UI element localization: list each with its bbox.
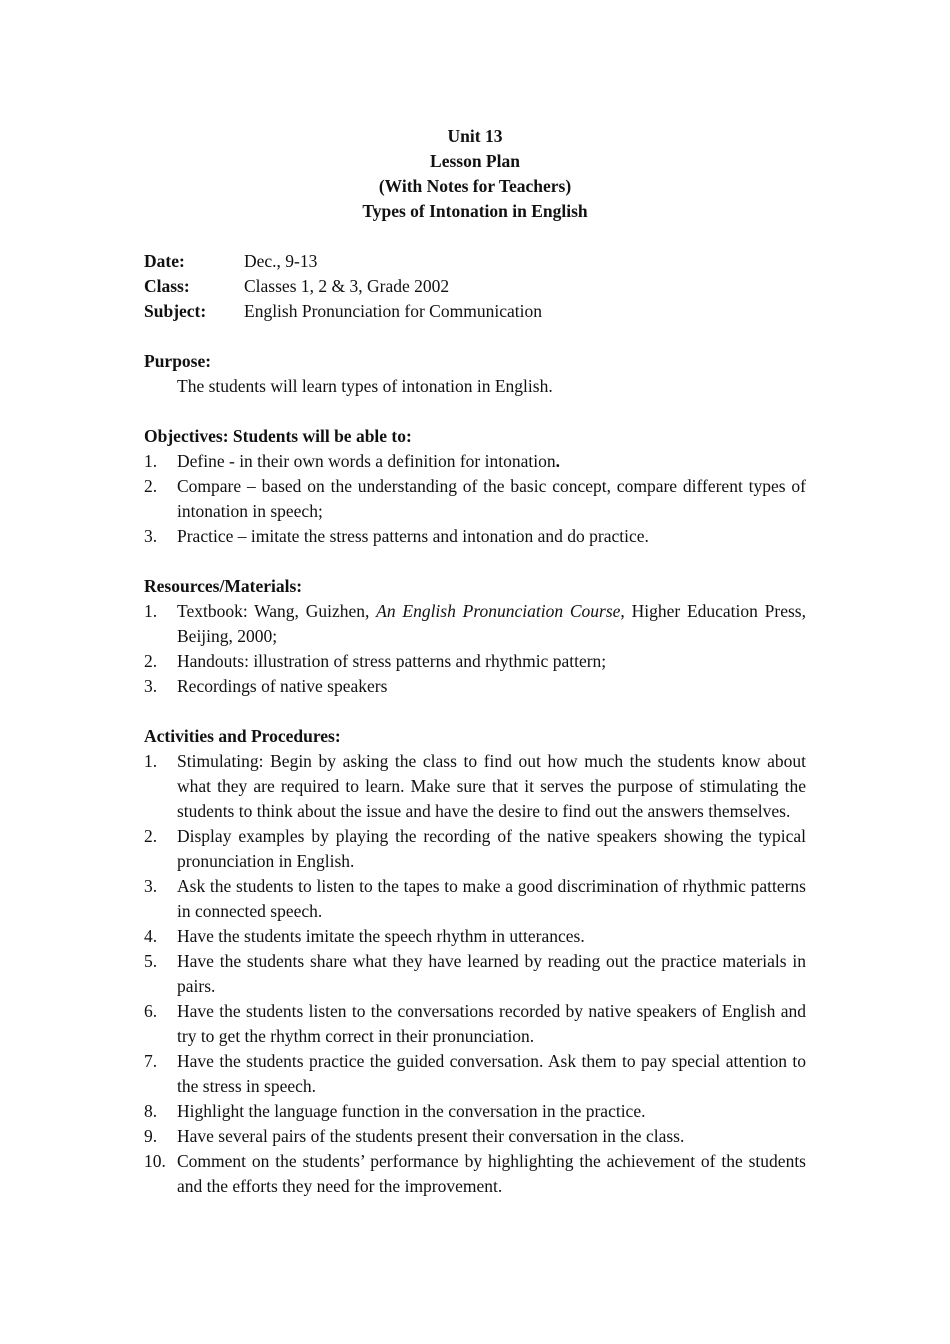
list-item [144,1124,806,1149]
item-text: Have several pairs of the students present their conversation in the class. [177,1126,685,1146]
list-item [144,449,806,474]
title-block [144,124,806,224]
objectives-section [144,424,806,549]
list-item [144,874,806,924]
item-text: Have the students share what they have learned by reading out the practice materials in pairs. [177,951,806,996]
meta-label: Date: [144,251,185,271]
resources-list [144,599,806,699]
item-number: 4. [144,926,158,946]
spacer [144,324,806,349]
list-item [144,999,806,1049]
item-number: 1. [144,601,158,621]
spacer [144,699,806,724]
item-number: 1. [144,451,158,471]
meta-row-date [144,249,806,274]
item-text: Stimulating: Begin by asking the class to find out how much the students know about what they are required to learn. Make sure that it serves the purpose of stimulating the students to think about the issue and have the desire to find out the answers themselves. [177,751,806,821]
resources-section [144,574,806,699]
item-number: 10. [144,1151,166,1171]
item-trailing-bold: . [555,451,560,471]
spacer [144,399,806,424]
meta-block [144,249,806,324]
item-number: 6. [144,1001,158,1021]
activities-list [144,749,806,1199]
list-item [144,649,806,674]
list-item [144,749,806,824]
subtitle: (With Notes for Teachers) [378,176,572,196]
item-text: Have the students practice the guided conversation. Ask them to pay special attention to the stress in speech. [177,1051,806,1096]
activities-section [144,724,806,1199]
list-item [144,1099,806,1124]
item-text: Highlight the language function in the conversation in the practice. [177,1101,646,1121]
item-text: Handouts: illustration of stress patterns and rhythmic pattern; [177,651,607,671]
meta-row-subject [144,299,806,324]
list-item [144,924,806,949]
item-text: Recordings of native speakers [177,676,388,696]
spacer [144,549,806,574]
book-title: An English Pronunciation Course [376,601,621,621]
item-number: 5. [144,951,158,971]
list-item [144,674,806,699]
item-prefix: Textbook: Wang, Guizhen, [177,601,377,621]
item-text: Ask the students to listen to the tapes to make a good discrimination of rhythmic patterns in connected speech. [177,876,806,921]
meta-value: Dec., 9-13 [244,251,318,271]
item-suffix: , Higher Education Press, Beijing, 2000; [177,601,806,646]
meta-label: Class: [144,276,190,296]
resources-heading: Resources/Materials: [144,576,303,596]
list-item [144,949,806,999]
objectives-list [144,449,806,549]
meta-value: Classes 1, 2 & 3, Grade 2002 [244,276,450,296]
item-number: 8. [144,1101,158,1121]
item-number: 3. [144,676,158,696]
document-page [144,124,806,1199]
meta-label: Subject: [144,301,207,321]
item-text: Have the students listen to the conversations recorded by native speakers of English and try to get the rhythm correct in their pronunciation. [177,1001,806,1046]
item-number: 3. [144,876,158,896]
item-text: Display examples by playing the recording of the native speakers showing the typical pronunciation in English. [177,826,806,871]
item-number: 1. [144,751,158,771]
item-text: Have the students imitate the speech rhythm in utterances. [177,926,585,946]
meta-value: English Pronunciation for Communication [244,301,542,321]
unit-title: Unit 13 [447,126,503,146]
activities-heading: Activities and Procedures: [144,726,341,746]
item-number: 2. [144,476,158,496]
doc-type-title: Lesson Plan [430,151,520,171]
list-item [144,1049,806,1099]
item-number: 9. [144,1126,158,1146]
list-item [144,474,806,524]
list-item [144,599,806,649]
item-text-body: Define - in their own words a definition for intonation [177,451,556,471]
spacer [144,224,806,249]
list-item [144,1149,806,1199]
item-text: Comment on the students’ performance by highlighting the achievement of the students and the efforts they need for the improvement. [177,1151,806,1196]
purpose-text: The students will learn types of intonation in English. [177,376,553,396]
item-number: 2. [144,826,158,846]
item-number: 2. [144,651,158,671]
item-text: Practice – imitate the stress patterns and intonation and do practice. [177,526,649,546]
item-text [177,449,806,474]
item-text [177,599,806,649]
item-number: 7. [144,1051,158,1071]
meta-row-class [144,274,806,299]
topic-title: Types of Intonation in English [362,201,588,221]
list-item [144,524,806,549]
item-number: 3. [144,526,158,546]
list-item [144,824,806,874]
purpose-heading: Purpose: [144,351,212,371]
item-text: Compare – based on the understanding of the basic concept, compare different types of intonation in speech; [177,476,806,521]
purpose-section [144,349,806,399]
objectives-heading: Objectives: Students will be able to: [144,426,412,446]
